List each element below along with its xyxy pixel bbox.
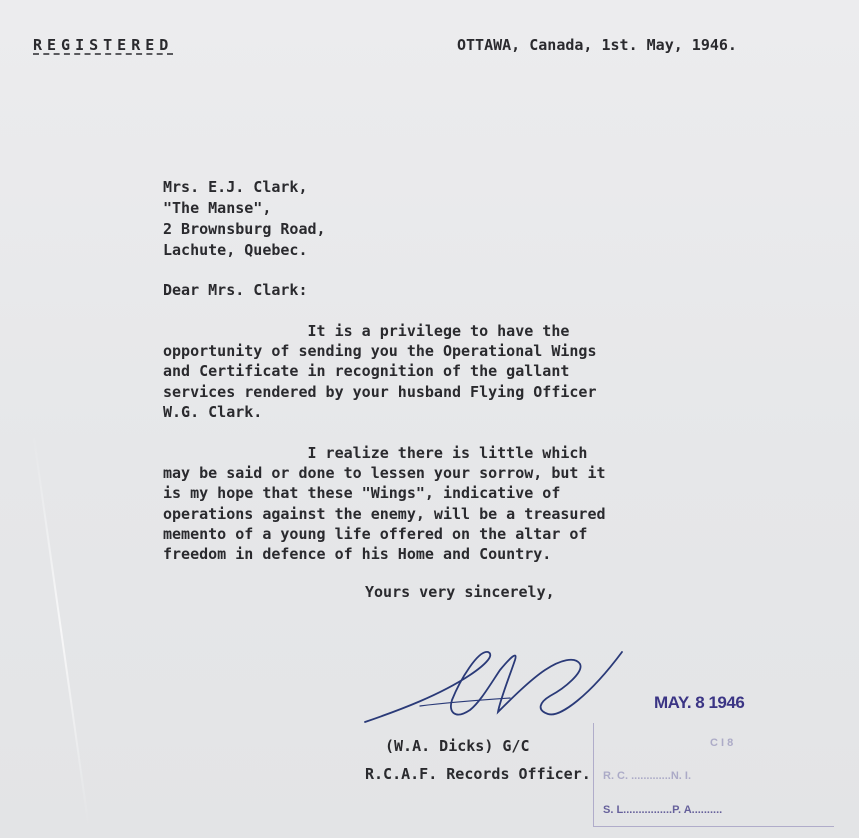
- received-date-stamp: MAY. 8 1946: [654, 693, 745, 712]
- body-line: freedom in defence of his Home and Country.: [163, 545, 552, 564]
- body-line: It is a privilege to have the: [163, 322, 570, 340]
- handwritten-signature: [360, 640, 630, 730]
- body-line: memento of a young life offered on the altar of: [163, 524, 588, 543]
- body-line: may be said or done to lessen your sorrow, but it: [163, 464, 606, 483]
- stamp-row-3: S. L................P. A..........: [603, 804, 723, 816]
- stamp-row-2: R. C. .............N. I.: [603, 770, 692, 782]
- body-line: is my hope that these "Wings", indicative of: [163, 484, 561, 503]
- paper-crease: [32, 432, 90, 828]
- address-line: "The Manse",: [163, 199, 272, 217]
- body-line: W.G. Clark.: [163, 402, 263, 421]
- address-line: Mrs. E.J. Clark,: [163, 178, 308, 196]
- body-line: services rendered by your husband Flying Officer: [163, 382, 597, 401]
- dateline: OTTAWA, Canada, 1st. May, 1946.: [457, 36, 737, 54]
- registered-mark: REGISTERED: [33, 36, 174, 54]
- body-paragraph-1: [163, 321, 596, 422]
- body-line: and Certificate in recognition of the gallant: [163, 362, 570, 381]
- closing: Yours very sincerely,: [365, 583, 555, 601]
- recipient-address: [163, 177, 326, 261]
- address-line: 2 Brownsburg Road,: [163, 220, 326, 238]
- body-line: opportunity of sending you the Operational Wings: [163, 342, 597, 361]
- body-line: operations against the enemy, will be a treasured: [163, 504, 606, 523]
- body-line: I realize there is little which: [163, 444, 588, 462]
- signatory-name: (W.A. Dicks) G/C: [385, 737, 530, 755]
- body-paragraph-2: [163, 443, 606, 564]
- signatory-title: R.C.A.F. Records Officer.: [365, 765, 591, 783]
- stamp-row-1: C I 8: [710, 737, 734, 749]
- salutation: Dear Mrs. Clark:: [163, 281, 308, 299]
- address-line: Lachute, Quebec.: [163, 241, 308, 259]
